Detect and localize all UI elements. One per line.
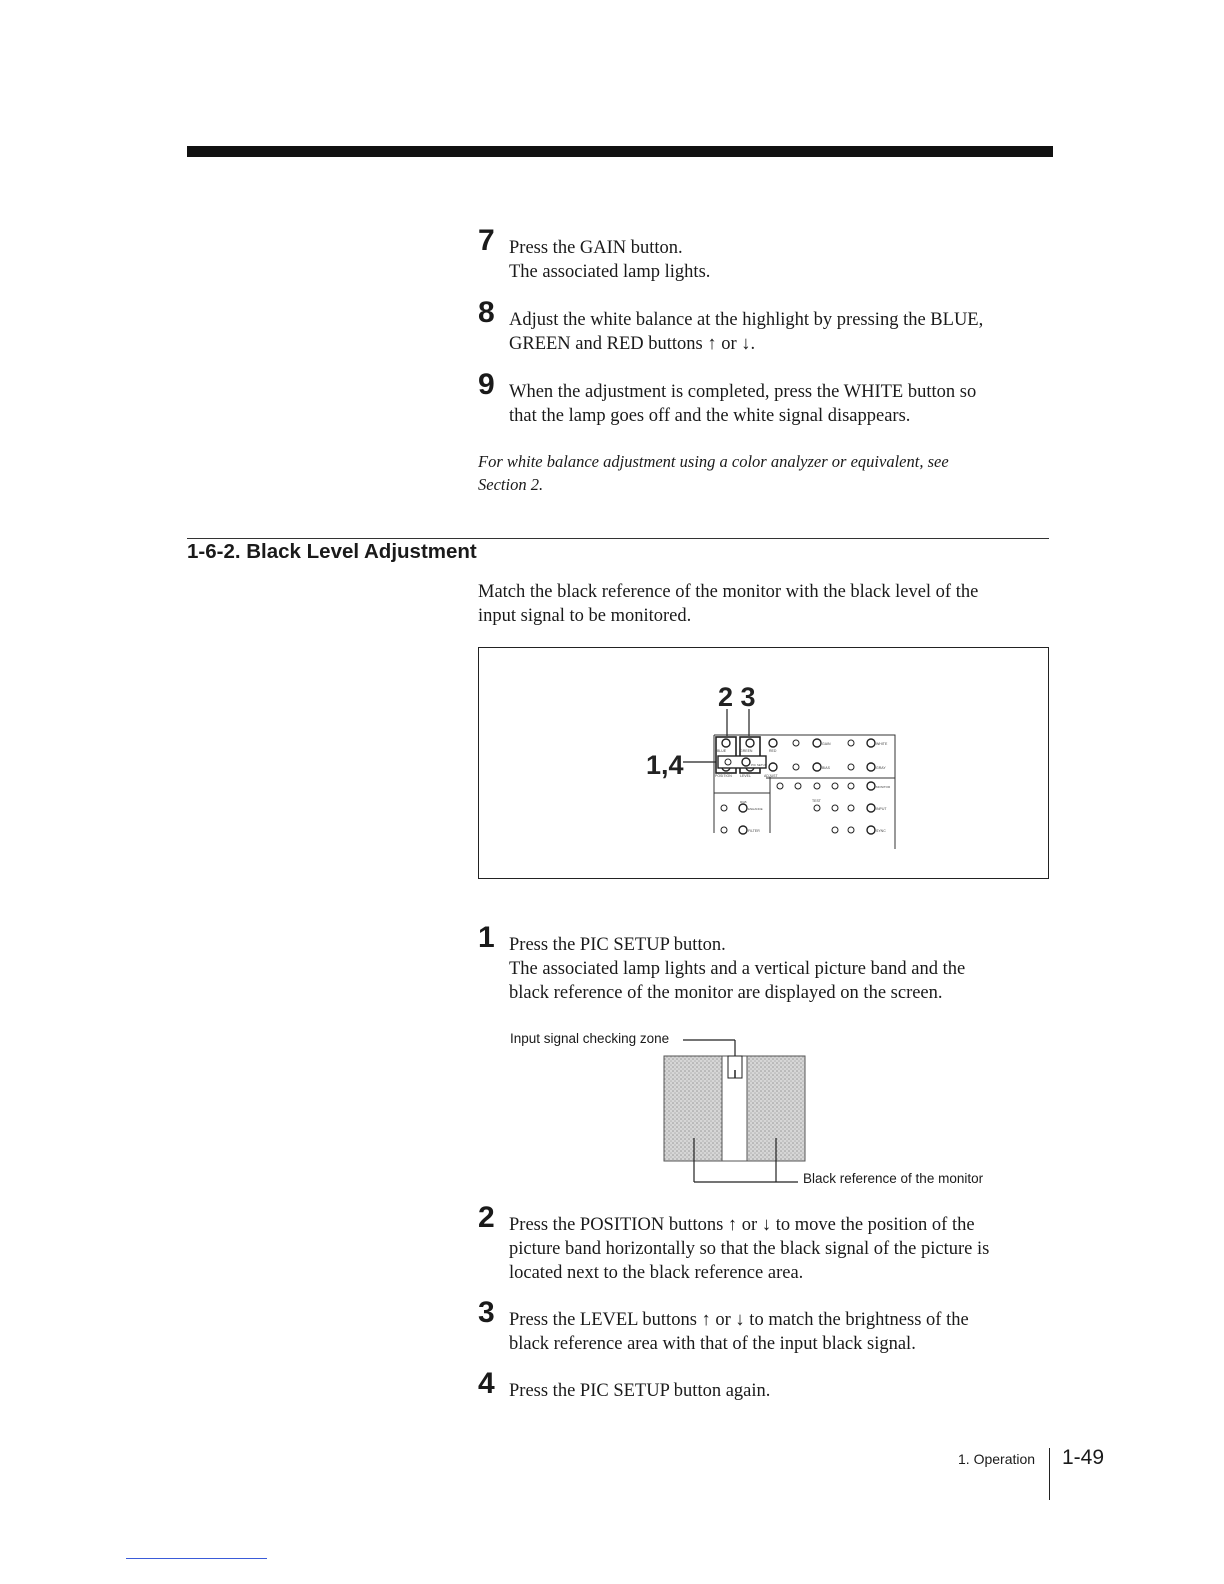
footer-chapter: 1. Operation <box>958 1451 1036 1467</box>
tiny-label: TEST <box>812 799 821 803</box>
lamp <box>848 764 854 770</box>
tiny-label: POSITION <box>715 774 732 778</box>
step-number: 8 <box>478 296 495 329</box>
footer-divider <box>1049 1448 1050 1500</box>
red-down-button <box>769 763 777 771</box>
tiny-label: GREEN <box>740 749 753 753</box>
step-text: Press the GAIN button. <box>509 238 683 258</box>
step-text: Press the LEVEL buttons ↑ or ↓ to match the brightness of the <box>509 1310 969 1330</box>
tiny-label: RED <box>769 749 777 753</box>
page-number: 1-49 <box>1062 1446 1105 1469</box>
monitor-button <box>867 782 875 790</box>
red-up-button <box>769 739 777 747</box>
intro-line: input signal to be monitored. <box>478 606 692 626</box>
lamp <box>814 805 820 811</box>
lamp <box>832 783 838 789</box>
zone-label-top: Input signal checking zone <box>510 1031 670 1046</box>
tiny-label: INPUT <box>876 807 887 811</box>
enhance-button <box>739 804 747 812</box>
lamp <box>814 783 820 789</box>
step-text: The associated lamp lights and a vertical picture band and the <box>509 959 966 979</box>
tiny-label: BLUE <box>717 749 727 753</box>
lamp <box>848 827 854 833</box>
step-number: 9 <box>478 368 495 401</box>
tiny-label: ENHANCE <box>748 807 763 811</box>
step-text: Press the PIC SETUP button again. <box>509 1381 771 1401</box>
callout-top: 2 3 <box>718 682 756 712</box>
lamp <box>832 827 838 833</box>
lamp <box>721 805 727 811</box>
lamp <box>721 827 727 833</box>
tiny-label: RGB <box>740 800 747 804</box>
tiny-label: MONITOR <box>876 785 891 789</box>
callout-left: 1,4 <box>646 750 684 780</box>
lamp <box>848 805 854 811</box>
tiny-label: PIC SETUP <box>751 763 767 767</box>
header-rule <box>187 146 1053 157</box>
step-number: 1 <box>478 921 495 954</box>
lamp <box>795 783 801 789</box>
gain-button <box>813 739 821 747</box>
lamp <box>848 740 854 746</box>
note-line: For white balance adjustment using a color analyzer or equivalent, see <box>478 452 949 471</box>
tiny-label: GRAY <box>876 766 886 770</box>
blue-up-button <box>722 739 730 747</box>
tiny-label: SYNC <box>876 829 886 833</box>
step-number: 4 <box>478 1367 495 1400</box>
lamp <box>793 764 799 770</box>
step-text: located next to the black reference area. <box>509 1263 804 1283</box>
step-text: GREEN and RED buttons ↑ or ↓. <box>509 334 756 354</box>
lamp <box>848 783 854 789</box>
bottom-rule <box>126 1558 267 1559</box>
step-text: Adjust the white balance at the highlight by pressing the BLUE, <box>509 310 984 330</box>
gray-button <box>867 763 875 771</box>
input-button <box>867 804 875 812</box>
step-text: picture band horizontally so that the black signal of the picture is <box>509 1239 990 1259</box>
step-text: that the lamp goes off and the white signal disappears. <box>509 406 911 426</box>
step-number: 2 <box>478 1201 495 1234</box>
step-number: 3 <box>478 1296 495 1329</box>
filter-button <box>739 826 747 834</box>
signal-zone-figure <box>660 1034 810 1189</box>
tiny-label: FILTER <box>748 829 760 833</box>
step-text: The associated lamp lights. <box>509 262 711 282</box>
step-number: 7 <box>478 224 495 257</box>
intro-line: Match the black reference of the monitor with the black level of the <box>478 582 979 602</box>
note-line: Section 2. <box>478 475 544 494</box>
step-text: When the adjustment is completed, press the WHITE button so <box>509 382 977 402</box>
tiny-label: WHITE <box>876 742 888 746</box>
step-text: Press the POSITION buttons ↑ or ↓ to move the position of the <box>509 1215 975 1235</box>
lamp <box>777 783 783 789</box>
step-text: black reference of the monitor are displayed on the screen. <box>509 983 943 1003</box>
tiny-label: ADJUST <box>764 774 778 778</box>
step-text: Press the PIC SETUP button. <box>509 935 726 955</box>
zone-label-bottom: Black reference of the monitor <box>803 1171 984 1186</box>
tiny-label: GAIN <box>822 742 831 746</box>
control-panel-figure <box>478 647 1050 881</box>
green-up-button <box>746 739 754 747</box>
section-title: 1-6-2. Black Level Adjustment <box>187 540 477 563</box>
tiny-label: LEVEL <box>740 774 751 778</box>
step-text: black reference area with that of the input black signal. <box>509 1334 916 1354</box>
bias-button <box>813 763 821 771</box>
tiny-label: BIAS <box>822 766 830 770</box>
lamp <box>832 805 838 811</box>
white-button <box>867 739 875 747</box>
lamp <box>793 740 799 746</box>
sync-button <box>867 826 875 834</box>
